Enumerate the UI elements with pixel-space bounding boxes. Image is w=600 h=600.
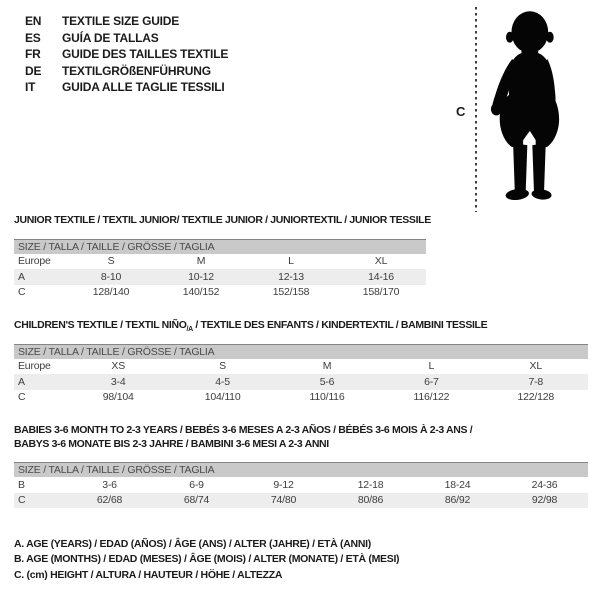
cell-value: 3-6 bbox=[102, 478, 117, 491]
section-children-textile bbox=[14, 319, 588, 405]
cell-value: XL bbox=[374, 255, 388, 268]
table-size-header: SIZE / TALLA / TAILLE / GRÖSSE / TAGLIA bbox=[14, 463, 588, 478]
cell-value: 14-16 bbox=[336, 269, 426, 285]
cell-value: 9-12 bbox=[273, 478, 294, 491]
toddler-silhouette-icon bbox=[483, 7, 575, 213]
cell-value: M bbox=[196, 255, 206, 268]
table-row bbox=[14, 493, 588, 509]
cell-value: 8-10 bbox=[66, 269, 156, 285]
section-junior-textile bbox=[14, 214, 431, 300]
cell-value: XS bbox=[111, 360, 125, 373]
height-dotted-line bbox=[475, 7, 477, 212]
language-row bbox=[25, 30, 228, 47]
cell-value: 140/152 bbox=[182, 286, 220, 299]
cell-value: 5-6 bbox=[275, 374, 379, 390]
footnote-line: B. AGE (MONTHS) / EDAD (MESES) / ÂGE (MOIS) / ALTER (MONATE) / ETÀ (MESI) bbox=[14, 553, 400, 566]
cell-value: 104/110 bbox=[204, 391, 241, 404]
language-row bbox=[25, 79, 228, 96]
cell-value: 152/158 bbox=[272, 286, 310, 299]
footnotes bbox=[14, 537, 399, 583]
section-title-text: BABYS 3-6 MONATE BIS 2-3 JAHRE / BAMBINI 3-6 MESI A 2-3 ANNI bbox=[14, 437, 329, 450]
cell-value: L bbox=[428, 360, 435, 373]
cell-value: 12-18 bbox=[357, 478, 384, 491]
section-babies-textile bbox=[14, 424, 588, 508]
table-row bbox=[14, 390, 588, 406]
cell-value: 98/104 bbox=[102, 391, 134, 404]
language-row bbox=[25, 63, 228, 80]
height-label-c: C bbox=[456, 104, 466, 119]
cell-value: 12-13 bbox=[246, 269, 336, 285]
table-row bbox=[14, 477, 588, 493]
cell-value: S bbox=[107, 255, 115, 268]
table-row bbox=[14, 374, 588, 390]
row-label: Europe bbox=[18, 360, 51, 373]
footnote-line: C. (cm) HEIGHT / ALTURA / HAUTEUR / HÖHE / ALTEZZA bbox=[14, 568, 283, 581]
language-code: EN bbox=[25, 14, 42, 28]
language-code: DE bbox=[25, 63, 42, 78]
cell-value: S bbox=[219, 360, 226, 373]
table-row bbox=[14, 359, 588, 375]
cell-value: 62/68 bbox=[66, 493, 153, 509]
section-title bbox=[14, 319, 588, 333]
language-code: IT bbox=[25, 80, 36, 95]
row-label: Europe bbox=[18, 255, 51, 268]
children-size-table bbox=[14, 344, 588, 406]
section-title-text: JUNIOR TEXTILE / TEXTIL JUNIOR/ TEXTILE JUNIOR / JUNIORTEXTIL / JUNIOR TESSILE bbox=[14, 214, 431, 226]
cell-value: 86/92 bbox=[414, 493, 501, 509]
cell-value: 24-36 bbox=[531, 478, 558, 491]
row-label: C bbox=[18, 286, 26, 299]
cell-value: 68/74 bbox=[153, 493, 240, 509]
height-figure bbox=[450, 4, 590, 220]
section-title-text: / TEXTILE DES ENFANTS / KINDERTEXTIL / BAMBINI TESSILE bbox=[192, 319, 488, 331]
cell-value: 3-4 bbox=[66, 374, 170, 390]
section-title-text: CHILDREN'S TEXTILE / TEXTIL NIÑO bbox=[14, 319, 187, 331]
row-label: A bbox=[14, 269, 66, 285]
table-header-row bbox=[14, 463, 588, 478]
cell-value: 110/116 bbox=[309, 391, 345, 404]
table-size-header: SIZE / TALLA / TAILLE / GRÖSSE / TAGLIA bbox=[14, 239, 426, 254]
table-header-row bbox=[14, 239, 426, 254]
row-label: C bbox=[14, 493, 66, 509]
babies-size-table bbox=[14, 462, 588, 508]
cell-value: 128/140 bbox=[92, 286, 130, 299]
cell-value: 4-5 bbox=[170, 374, 274, 390]
cell-value: 116/122 bbox=[413, 391, 450, 404]
language-code: FR bbox=[25, 47, 41, 62]
language-title: GUÍA DE TALLAS bbox=[62, 30, 159, 45]
junior-size-table bbox=[14, 239, 426, 301]
cell-value: XL bbox=[529, 360, 542, 373]
language-list bbox=[25, 13, 228, 96]
cell-value: 18-24 bbox=[444, 478, 471, 491]
row-label: C bbox=[18, 391, 26, 404]
table-row bbox=[14, 254, 426, 270]
language-title: GUIDA ALLE TAGLIE TESSILI bbox=[62, 80, 225, 95]
language-title: TEXTILE SIZE GUIDE bbox=[62, 14, 180, 28]
cell-value: 80/86 bbox=[327, 493, 414, 509]
cell-value: 74/80 bbox=[240, 493, 327, 509]
language-row bbox=[25, 13, 228, 30]
language-title: TEXTILGRÖßENFÜHRUNG bbox=[62, 63, 211, 78]
section-title bbox=[14, 214, 431, 228]
cell-value: 6-7 bbox=[379, 374, 483, 390]
section-title-text: /A bbox=[186, 326, 193, 334]
footnote-line: A. AGE (YEARS) / EDAD (AÑOS) / ÂGE (ANS) / ALTER (JAHRE) / ETÀ (ANNI) bbox=[14, 538, 371, 550]
cell-value: L bbox=[288, 255, 294, 268]
row-label: B bbox=[18, 478, 25, 491]
cell-value: 10-12 bbox=[156, 269, 246, 285]
section-title-text: BABIES 3-6 MONTH TO 2-3 YEARS / BEBÉS 3-6 MESES A 2-3 AÑOS / BÉBÉS 3-6 MOIS À 2-3 ANS / bbox=[14, 424, 473, 436]
language-row bbox=[25, 46, 228, 63]
cell-value: 122/128 bbox=[517, 391, 555, 404]
section-title bbox=[14, 424, 588, 451]
cell-value: M bbox=[322, 360, 332, 373]
cell-value: 7-8 bbox=[484, 374, 588, 390]
language-code: ES bbox=[25, 30, 41, 45]
table-header-row bbox=[14, 344, 588, 359]
language-title: GUIDE DES TAILLES TEXTILE bbox=[62, 47, 229, 62]
row-label: A bbox=[14, 374, 66, 390]
cell-value: 92/98 bbox=[501, 493, 588, 509]
cell-value: 6-9 bbox=[189, 478, 204, 491]
table-row bbox=[14, 269, 426, 285]
cell-value: 158/170 bbox=[362, 286, 400, 299]
table-row bbox=[14, 285, 426, 301]
table-size-header: SIZE / TALLA / TAILLE / GRÖSSE / TAGLIA bbox=[14, 344, 588, 359]
